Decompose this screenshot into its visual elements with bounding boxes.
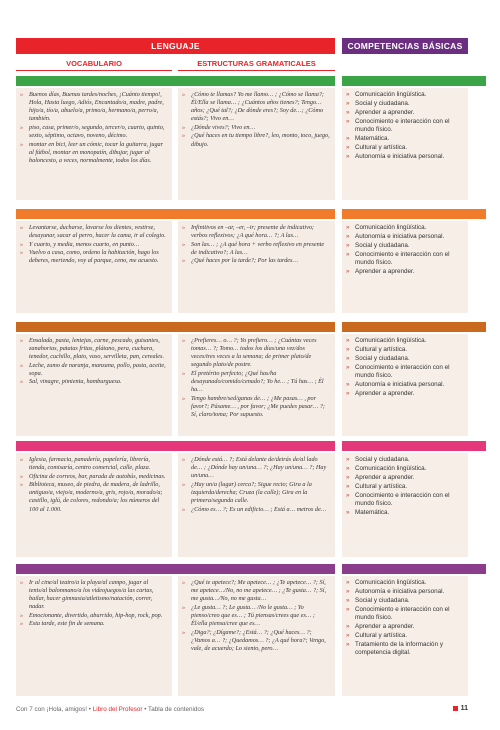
list-item: » Matemática. <box>346 135 463 143</box>
footer-prefix: Con 7 con ¡Hola, amigos! • <box>16 706 92 713</box>
list-item: » ¿Qué te apetece?; Me apetece… ; ¿Te apetece… ?; Sí, me apetece…/No, no me apetece… ; ¿Te gusta… ?; Sí, me gusta…/No, no me gusta… <box>182 579 330 603</box>
estructuras-list <box>182 579 330 653</box>
list-item: » Conocimiento e interacción con el mundo físico. <box>346 492 463 509</box>
section-color-tab <box>468 322 486 332</box>
list-item: » Aprender a aprender. <box>346 109 463 117</box>
estructuras-list <box>182 224 330 265</box>
unit-section <box>16 221 468 313</box>
list-item: » Cultural y artística. <box>346 483 463 491</box>
estructuras-column <box>178 88 335 200</box>
footer <box>16 706 468 713</box>
competencias-header: COMPETENCIAS BÁSICAS <box>342 38 468 54</box>
list-item: » ¿Dónde vives?; Vivo en… <box>182 124 330 132</box>
list-item: » Aprender a aprender. <box>346 623 463 631</box>
estructuras-column <box>178 576 335 696</box>
estructuras-column <box>178 334 335 436</box>
vocabulario-list <box>20 224 167 265</box>
list-item: » piso, casa, primer/o, segundo, tercer/o, cuarto, quinto, sexto, séptimo, octavo, noveno, décimo. <box>20 124 167 140</box>
list-item: » Social y ciudadana. <box>346 355 463 363</box>
list-item: » ¿Le gusta… ?; Le gusta… /No le gusta… ; Yo pienso/creo que es… ; Tú piensas/crees que es… ; Él/ella piensa/cree que es… <box>182 604 330 628</box>
list-item: » Social y ciudadana. <box>346 242 463 250</box>
list-item: » ¿Cómo es… ?; Es un edificio… ; Está a… metros de… <box>182 506 330 514</box>
list-item: » Biblioteca, museo, de piedra, de madera, de ladrillo, antiguo/a, viejo/a, moderno/a, gris, rojo/a, morado/a; castillo, iglú, de colores, redondo/a; los números del 100 al 1.000. <box>20 481 167 513</box>
list-item: » Comunicación lingüística. <box>346 579 463 587</box>
list-item: » Levantarse, ducharse, lavarse los dientes, vestirse, desayunar, sacar al perro, hacer la cama, ir al colegio. <box>20 224 167 240</box>
section-color-band <box>16 322 335 332</box>
list-item: » Ensalada, pasta, lentejas, carne, pescado, guisantes, zanahorias, patatas fritas, plátano, pera, cuchara, tenedor, cuchillo, plato, vaso, servilleta, pan, cereales. <box>20 337 167 361</box>
footer-book: Libro del Profesor <box>92 706 143 713</box>
vocabulario-subheader: VOCABULARIO <box>16 59 172 71</box>
estructuras-list <box>182 91 330 149</box>
list-item: » Conocimiento e interacción con el mundo físico. <box>346 118 463 135</box>
estructuras-list <box>182 456 330 514</box>
competencias-list <box>346 224 463 276</box>
section-color-band-right <box>342 564 468 574</box>
section-color-band-right <box>342 441 468 451</box>
section-color-band-right <box>342 322 468 332</box>
page-number: 11 <box>453 705 468 712</box>
competencias-column <box>342 576 468 696</box>
list-item: » Autonomía e iniciativa personal. <box>346 381 463 389</box>
section-color-tab <box>468 209 486 219</box>
estructuras-column <box>178 221 335 313</box>
section-color-tab <box>468 441 486 451</box>
section-color-band-right <box>342 76 468 86</box>
unit-section <box>16 576 468 696</box>
list-item: » Infinitivos en –ar, –er, –ir; presente de indicativo; verbos reflexivos; ¿A qué hora… ?; A las… <box>182 224 330 240</box>
vocabulario-column <box>16 453 172 557</box>
vocabulario-list <box>20 456 167 514</box>
vocabulario-column <box>16 88 172 200</box>
list-item: » ¿Diga?; ¿Dígame?; ¿Está… ?; ¿Qué haces… ?; ¿Vamos a… ?; ¿Quedamos… ?; ¿A qué hora?; Vengo, vale, de acuerdo; Lo siento, pero… <box>182 629 330 653</box>
list-item: » Aprender a aprender. <box>346 268 463 276</box>
unit-section <box>16 88 468 200</box>
list-item: » Autonomía e iniciativa personal. <box>346 153 463 161</box>
list-item: » Esta tarde, este fin de semana. <box>20 620 167 628</box>
vocabulario-list <box>20 91 167 165</box>
list-item: » Y cuarto, y media, menos cuarto, en punto… <box>20 241 167 249</box>
vocabulario-column <box>16 221 172 313</box>
list-item: » Social y ciudadana. <box>346 456 463 464</box>
list-item: » Sal, vinagre, pimienta, hamburguesa. <box>20 378 167 386</box>
unit-section <box>16 334 468 436</box>
section-color-band-right <box>342 209 468 219</box>
estructuras-subheader: ESTRUCTURAS GRAMATICALES <box>178 59 335 71</box>
vocabulario-column <box>16 334 172 436</box>
section-color-tab <box>468 76 486 86</box>
list-item: » Comunicación lingüística. <box>346 465 463 473</box>
list-item: » Aprender a aprender. <box>346 390 463 398</box>
section-color-band <box>16 209 335 219</box>
list-item: » Cultural y artística. <box>346 144 463 152</box>
estructuras-list <box>182 337 330 419</box>
vocabulario-column <box>16 576 172 696</box>
list-item: » ¿Dónde está… ?; Está delante de/detrás de/al lado de… ; ¿Dónde hay un/una… ?; ¿Hay un/una… ?; Hay un/una… <box>182 456 330 480</box>
lenguaje-header: LENGUAJE <box>16 38 335 54</box>
list-item: » ¿Qué haces en tu tiempo libre?, leo, monto, toco, juego, dibujo. <box>182 132 330 148</box>
competencias-column <box>342 334 468 436</box>
page-marker-icon <box>453 706 458 711</box>
list-item: » Aprender a aprender. <box>346 474 463 482</box>
competencias-list <box>346 456 463 517</box>
list-item: » Conocimiento e interacción con el mundo físico. <box>346 364 463 381</box>
competencias-column <box>342 453 468 557</box>
list-item: » Conocimiento e interacción con el mundo físico. <box>346 251 463 268</box>
estructuras-column <box>178 453 335 557</box>
list-item: » Autonomía e iniciativa personal. <box>346 233 463 241</box>
footer-suffix: • Tabla de contenidos <box>144 706 205 713</box>
list-item: » ¿Hay un/a (lugar) cerca?; Sigue recto; Gira a la izquierda/derecha; Cruza (la calle); Gira en la primera/segunda calle. <box>182 481 330 505</box>
list-item: » Vuelvo a casa, como, ordeno la habitación, hago los deberes, meriendo, voy al parque, ceno, me acuesto. <box>20 249 167 265</box>
competencias-column <box>342 221 468 313</box>
list-item: » Social y ciudadana. <box>346 597 463 605</box>
competencias-column <box>342 88 468 200</box>
section-color-tab <box>468 564 486 574</box>
list-item: » Matemática. <box>346 509 463 517</box>
list-item: » Cultural y artística. <box>346 632 463 640</box>
list-item: » montar en bici, leer un cómic, tocar la guitarra, jugar al fútbol, montar en monopatín, dibujar, jugar al baloncesto, a veces, normalmente, todos los días. <box>20 141 167 165</box>
list-item: » ¿Qué haces por la tarde?; Por las tardes… <box>182 257 330 265</box>
list-item: » Ir al cine/al teatro/a la playa/al campo, jugar al tenis/al balonmano/a los videojuegos/a las cartas, bailar, hacer gimnasia/atletismo/natación, correr, nadar. <box>20 579 167 611</box>
list-item: » Emocionante, divertido, aburrido, hip-hop, rock, pop. <box>20 612 167 620</box>
list-item: » ¿Prefieres… o… ?; Yo prefiero… ; ¿Cuántas veces tomas… ?; Tomo… todos los días/una vez/dos veces/tres veces a la semana; de primer plato/de segundo plato/de postre. <box>182 337 330 369</box>
list-item: » Iglesia, farmacia, panadería, papelería, librería, tienda, comisaría, centro comercial, calle, plaza. <box>20 456 167 472</box>
list-item: » Cultural y artística. <box>346 346 463 354</box>
list-item: » El pretérito perfecto; ¿Qué has/ha desayunado/comido/cenado?; Yo he… ; Tú has… ; Él ha… <box>182 370 330 394</box>
unit-section <box>16 453 468 557</box>
competencias-list <box>346 579 463 658</box>
list-item: » Comunicación lingüística. <box>346 91 463 99</box>
list-item: » Tengo hambre/sed/ganas de… ; ¿Me pasas… , por favor?; Pásame… , por favor; ¿Me puedes pasar… ?; Sí, claro/toma; Por supuesto. <box>182 395 330 419</box>
list-item: » Buenos días, Buenas tardes/noches, ¡Cuánto tiempo!, Hola, Hasta luego, Adiós, Encantado/a, madre, padre, hijo/a, tío/a, abuelo/a, primo/a, hermano/a, perro/a, también. <box>20 91 167 123</box>
list-item: » Social y ciudadana. <box>346 100 463 108</box>
list-item: » Leche, zumo de naranja, manzana, pollo, pasta, aceite, sopa. <box>20 362 167 378</box>
section-color-band <box>16 564 335 574</box>
vocabulario-list <box>20 337 167 387</box>
competencias-list <box>346 337 463 398</box>
list-item: » Oficina de correos, bar, parada de autobús, medicinas. <box>20 473 167 481</box>
list-item: » Comunicación lingüística. <box>346 224 463 232</box>
list-item: » Autonomía e iniciativa personal. <box>346 588 463 596</box>
competencias-list <box>346 91 463 161</box>
list-item: » Tratamiento de la información y competencia digital. <box>346 641 463 658</box>
list-item: » Comunicación lingüística. <box>346 337 463 345</box>
section-color-band <box>16 441 335 451</box>
list-item: » Conocimiento e interacción con el mundo físico. <box>346 606 463 623</box>
list-item: » Son las… ; ¿A qué hora + verbo reflexivo en presente de indicativo?; A las… <box>182 241 330 257</box>
section-color-band <box>16 76 335 86</box>
list-item: » ¿Cómo te llamas? Yo me llamo… ; ¿Cómo se llama?; Él/Ella se llama… ; ¿Cuántos años tienes?; Tengo… años; ¿Qué tal?; ¿De dónde eres?; Soy de…; ¿Cómo estás?; Vivo en… <box>182 91 330 123</box>
vocabulario-list <box>20 579 167 629</box>
